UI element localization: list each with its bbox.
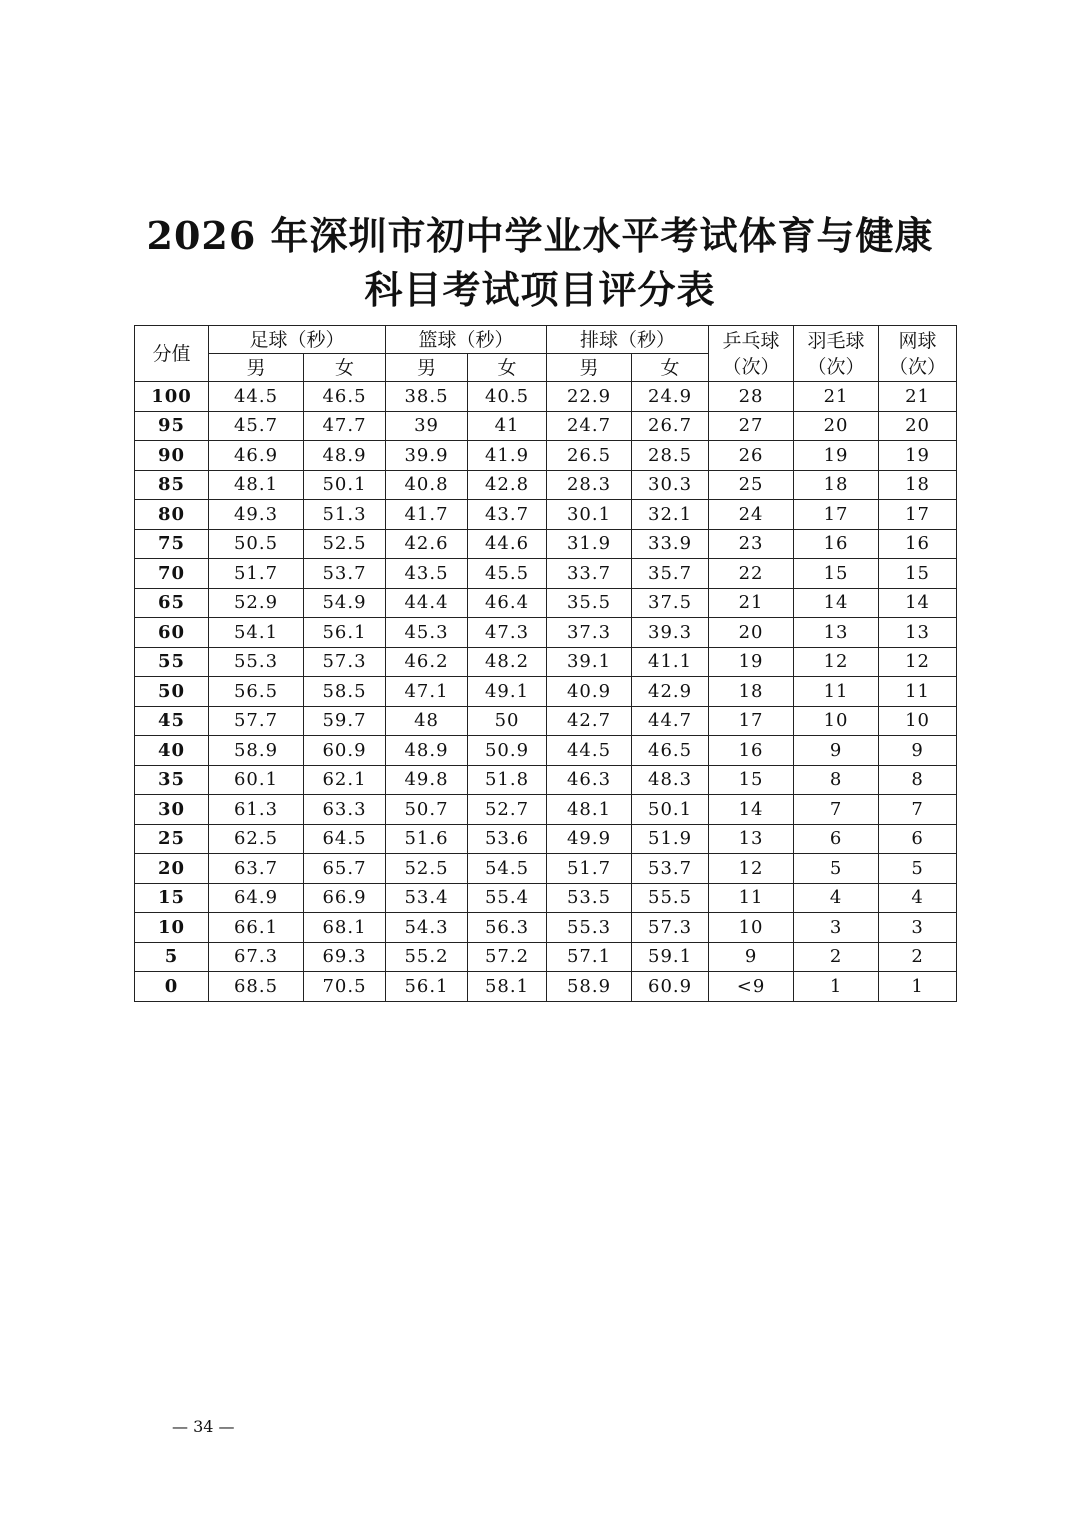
cell-tennis: 5	[879, 854, 957, 884]
cell-basketball-male: 44.4	[386, 588, 468, 618]
cell-volleyball-male: 42.7	[547, 706, 632, 736]
cell-table-tennis: 11	[709, 883, 794, 913]
cell-badminton: 2	[794, 942, 879, 972]
cell-football-female: 54.9	[304, 588, 386, 618]
cell-score: 30	[135, 795, 209, 825]
cell-table-tennis: 18	[709, 677, 794, 707]
cell-football-male: 54.1	[209, 618, 304, 648]
cell-badminton: 21	[794, 382, 879, 412]
cell-basketball-female: 48.2	[468, 647, 547, 677]
cell-basketball-female: 41.9	[468, 441, 547, 471]
cell-basketball-male: 43.5	[386, 559, 468, 589]
cell-basketball-female: 56.3	[468, 913, 547, 943]
cell-basketball-female: 54.5	[468, 854, 547, 884]
cell-tennis: 15	[879, 559, 957, 589]
header-basketball: 篮球（秒）	[386, 326, 547, 354]
cell-basketball-male: 50.7	[386, 795, 468, 825]
header-badminton-name: 羽毛球	[807, 329, 865, 352]
cell-football-male: 63.7	[209, 854, 304, 884]
cell-basketball-male: 42.6	[386, 529, 468, 559]
cell-football-male: 50.5	[209, 529, 304, 559]
cell-basketball-female: 52.7	[468, 795, 547, 825]
cell-basketball-male: 49.8	[386, 765, 468, 795]
cell-badminton: 16	[794, 529, 879, 559]
cell-basketball-male: 47.1	[386, 677, 468, 707]
cell-basketball-male: 48.9	[386, 736, 468, 766]
cell-badminton: 14	[794, 588, 879, 618]
cell-tennis: 1	[879, 972, 957, 1002]
table-row	[135, 647, 957, 677]
table-row	[135, 500, 957, 530]
cell-score: 15	[135, 883, 209, 913]
cell-volleyball-male: 26.5	[547, 441, 632, 471]
header-football-male: 男	[209, 354, 304, 382]
cell-table-tennis: 16	[709, 736, 794, 766]
table-row	[135, 824, 957, 854]
cell-volleyball-male: 44.5	[547, 736, 632, 766]
cell-tennis: 7	[879, 795, 957, 825]
cell-tennis: 16	[879, 529, 957, 559]
cell-table-tennis: 28	[709, 382, 794, 412]
cell-table-tennis: 20	[709, 618, 794, 648]
cell-volleyball-male: 24.7	[547, 411, 632, 441]
cell-volleyball-female: 41.1	[632, 647, 709, 677]
cell-table-tennis: 13	[709, 824, 794, 854]
cell-football-male: 52.9	[209, 588, 304, 618]
header-table-tennis-unit: （次）	[722, 355, 780, 378]
cell-volleyball-male: 30.1	[547, 500, 632, 530]
cell-score: 70	[135, 559, 209, 589]
cell-basketball-female: 58.1	[468, 972, 547, 1002]
cell-volleyball-female: 57.3	[632, 913, 709, 943]
cell-table-tennis: 14	[709, 795, 794, 825]
cell-badminton: 13	[794, 618, 879, 648]
cell-football-male: 68.5	[209, 972, 304, 1002]
header-score: 分值	[135, 326, 209, 382]
cell-score: 5	[135, 942, 209, 972]
cell-tennis: 13	[879, 618, 957, 648]
cell-table-tennis: 10	[709, 913, 794, 943]
header-tennis-name: 网球	[898, 329, 937, 352]
cell-badminton: 11	[794, 677, 879, 707]
cell-table-tennis: 21	[709, 588, 794, 618]
cell-volleyball-female: 44.7	[632, 706, 709, 736]
table-row	[135, 382, 957, 412]
cell-score: 80	[135, 500, 209, 530]
cell-football-female: 51.3	[304, 500, 386, 530]
cell-football-male: 49.3	[209, 500, 304, 530]
cell-football-male: 67.3	[209, 942, 304, 972]
cell-volleyball-female: 42.9	[632, 677, 709, 707]
cell-volleyball-male: 40.9	[547, 677, 632, 707]
cell-basketball-male: 39	[386, 411, 468, 441]
cell-badminton: 15	[794, 559, 879, 589]
cell-football-female: 59.7	[304, 706, 386, 736]
cell-score: 95	[135, 411, 209, 441]
cell-score: 85	[135, 470, 209, 500]
cell-basketball-female: 47.3	[468, 618, 547, 648]
cell-football-female: 50.1	[304, 470, 386, 500]
cell-score: 65	[135, 588, 209, 618]
cell-football-female: 58.5	[304, 677, 386, 707]
cell-football-female: 53.7	[304, 559, 386, 589]
cell-volleyball-female: 30.3	[632, 470, 709, 500]
cell-volleyball-female: 60.9	[632, 972, 709, 1002]
cell-basketball-female: 41	[468, 411, 547, 441]
cell-football-female: 60.9	[304, 736, 386, 766]
cell-basketball-male: 45.3	[386, 618, 468, 648]
cell-volleyball-male: 39.1	[547, 647, 632, 677]
cell-tennis: 2	[879, 942, 957, 972]
cell-badminton: 7	[794, 795, 879, 825]
cell-badminton: 5	[794, 854, 879, 884]
cell-score: 35	[135, 765, 209, 795]
cell-table-tennis: 23	[709, 529, 794, 559]
header-football-female: 女	[304, 354, 386, 382]
cell-volleyball-female: 48.3	[632, 765, 709, 795]
cell-basketball-female: 50	[468, 706, 547, 736]
cell-volleyball-female: 32.1	[632, 500, 709, 530]
cell-volleyball-male: 31.9	[547, 529, 632, 559]
cell-tennis: 8	[879, 765, 957, 795]
cell-basketball-male: 53.4	[386, 883, 468, 913]
cell-volleyball-female: 37.5	[632, 588, 709, 618]
cell-badminton: 19	[794, 441, 879, 471]
cell-badminton: 1	[794, 972, 879, 1002]
header-table-tennis	[709, 326, 794, 382]
cell-table-tennis: <9	[709, 972, 794, 1002]
table-row	[135, 854, 957, 884]
cell-badminton: 17	[794, 500, 879, 530]
cell-score: 100	[135, 382, 209, 412]
header-tennis-unit: （次）	[889, 355, 947, 378]
cell-table-tennis: 15	[709, 765, 794, 795]
cell-football-male: 57.7	[209, 706, 304, 736]
cell-badminton: 18	[794, 470, 879, 500]
cell-score: 0	[135, 972, 209, 1002]
cell-football-female: 57.3	[304, 647, 386, 677]
cell-football-female: 48.9	[304, 441, 386, 471]
page-title-line-1: 2026 年深圳市初中学业水平考试体育与健康	[146, 213, 934, 258]
cell-tennis: 19	[879, 441, 957, 471]
cell-football-male: 44.5	[209, 382, 304, 412]
cell-basketball-female: 44.6	[468, 529, 547, 559]
table-row	[135, 706, 957, 736]
cell-volleyball-female: 55.5	[632, 883, 709, 913]
table-row	[135, 588, 957, 618]
cell-basketball-female: 51.8	[468, 765, 547, 795]
table-row	[135, 913, 957, 943]
table-row	[135, 942, 957, 972]
cell-football-female: 47.7	[304, 411, 386, 441]
cell-score: 50	[135, 677, 209, 707]
cell-volleyball-female: 39.3	[632, 618, 709, 648]
cell-football-male: 61.3	[209, 795, 304, 825]
cell-table-tennis: 22	[709, 559, 794, 589]
cell-football-female: 52.5	[304, 529, 386, 559]
cell-badminton: 3	[794, 913, 879, 943]
header-football: 足球（秒）	[209, 326, 386, 354]
cell-basketball-female: 46.4	[468, 588, 547, 618]
header-table-tennis-name: 乒乓球	[722, 329, 780, 352]
table-row	[135, 559, 957, 589]
cell-tennis: 11	[879, 677, 957, 707]
cell-score: 10	[135, 913, 209, 943]
header-volleyball-male: 男	[547, 354, 632, 382]
cell-volleyball-female: 26.7	[632, 411, 709, 441]
table-row	[135, 677, 957, 707]
cell-basketball-female: 45.5	[468, 559, 547, 589]
cell-volleyball-male: 55.3	[547, 913, 632, 943]
cell-table-tennis: 19	[709, 647, 794, 677]
cell-volleyball-male: 58.9	[547, 972, 632, 1002]
cell-table-tennis: 27	[709, 411, 794, 441]
cell-basketball-male: 40.8	[386, 470, 468, 500]
scoring-table	[134, 325, 957, 1002]
header-tennis	[879, 326, 957, 382]
cell-football-female: 65.7	[304, 854, 386, 884]
cell-basketball-male: 48	[386, 706, 468, 736]
cell-basketball-female: 53.6	[468, 824, 547, 854]
cell-basketball-female: 50.9	[468, 736, 547, 766]
cell-badminton: 4	[794, 883, 879, 913]
cell-football-male: 56.5	[209, 677, 304, 707]
header-badminton-unit: （次）	[807, 355, 865, 378]
cell-basketball-female: 40.5	[468, 382, 547, 412]
cell-basketball-male: 46.2	[386, 647, 468, 677]
cell-football-male: 62.5	[209, 824, 304, 854]
cell-football-male: 48.1	[209, 470, 304, 500]
cell-score: 25	[135, 824, 209, 854]
cell-volleyball-male: 53.5	[547, 883, 632, 913]
cell-volleyball-female: 24.9	[632, 382, 709, 412]
cell-football-female: 70.5	[304, 972, 386, 1002]
cell-volleyball-female: 50.1	[632, 795, 709, 825]
cell-basketball-female: 57.2	[468, 942, 547, 972]
cell-football-female: 69.3	[304, 942, 386, 972]
cell-tennis: 9	[879, 736, 957, 766]
cell-volleyball-male: 33.7	[547, 559, 632, 589]
cell-score: 20	[135, 854, 209, 884]
cell-volleyball-male: 22.9	[547, 382, 632, 412]
cell-football-female: 66.9	[304, 883, 386, 913]
cell-badminton: 10	[794, 706, 879, 736]
cell-football-male: 58.9	[209, 736, 304, 766]
table-body	[135, 382, 957, 1002]
cell-tennis: 17	[879, 500, 957, 530]
cell-basketball-male: 54.3	[386, 913, 468, 943]
cell-basketball-male: 52.5	[386, 854, 468, 884]
cell-football-male: 45.7	[209, 411, 304, 441]
header-volleyball-female: 女	[632, 354, 709, 382]
cell-score: 55	[135, 647, 209, 677]
cell-volleyball-male: 28.3	[547, 470, 632, 500]
cell-volleyball-male: 46.3	[547, 765, 632, 795]
cell-score: 90	[135, 441, 209, 471]
cell-badminton: 9	[794, 736, 879, 766]
table-row	[135, 529, 957, 559]
cell-football-female: 64.5	[304, 824, 386, 854]
cell-tennis: 4	[879, 883, 957, 913]
cell-volleyball-female: 59.1	[632, 942, 709, 972]
cell-table-tennis: 9	[709, 942, 794, 972]
cell-badminton: 6	[794, 824, 879, 854]
table-row	[135, 765, 957, 795]
table-row	[135, 411, 957, 441]
cell-score: 45	[135, 706, 209, 736]
cell-basketball-female: 55.4	[468, 883, 547, 913]
cell-volleyball-male: 49.9	[547, 824, 632, 854]
header-basketball-male: 男	[386, 354, 468, 382]
cell-basketball-male: 39.9	[386, 441, 468, 471]
cell-basketball-female: 42.8	[468, 470, 547, 500]
cell-table-tennis: 25	[709, 470, 794, 500]
cell-tennis: 20	[879, 411, 957, 441]
cell-football-male: 55.3	[209, 647, 304, 677]
cell-football-female: 68.1	[304, 913, 386, 943]
table-row	[135, 441, 957, 471]
table-header	[135, 326, 957, 382]
header-basketball-female: 女	[468, 354, 547, 382]
page-number: — 34 —	[172, 1417, 235, 1436]
table-row	[135, 795, 957, 825]
cell-table-tennis: 26	[709, 441, 794, 471]
cell-volleyball-female: 35.7	[632, 559, 709, 589]
table-row	[135, 736, 957, 766]
header-volleyball: 排球（秒）	[547, 326, 709, 354]
cell-volleyball-male: 35.5	[547, 588, 632, 618]
cell-badminton: 8	[794, 765, 879, 795]
cell-basketball-male: 41.7	[386, 500, 468, 530]
cell-football-male: 64.9	[209, 883, 304, 913]
cell-basketball-female: 43.7	[468, 500, 547, 530]
cell-badminton: 20	[794, 411, 879, 441]
header-badminton	[794, 326, 879, 382]
cell-volleyball-female: 53.7	[632, 854, 709, 884]
table-row	[135, 618, 957, 648]
cell-table-tennis: 17	[709, 706, 794, 736]
cell-score: 60	[135, 618, 209, 648]
cell-volleyball-male: 37.3	[547, 618, 632, 648]
cell-basketball-male: 51.6	[386, 824, 468, 854]
cell-tennis: 10	[879, 706, 957, 736]
cell-volleyball-male: 57.1	[547, 942, 632, 972]
cell-tennis: 12	[879, 647, 957, 677]
cell-volleyball-female: 51.9	[632, 824, 709, 854]
cell-football-male: 51.7	[209, 559, 304, 589]
cell-score: 75	[135, 529, 209, 559]
cell-football-female: 46.5	[304, 382, 386, 412]
cell-tennis: 18	[879, 470, 957, 500]
cell-basketball-female: 49.1	[468, 677, 547, 707]
cell-tennis: 3	[879, 913, 957, 943]
cell-volleyball-female: 33.9	[632, 529, 709, 559]
cell-volleyball-female: 28.5	[632, 441, 709, 471]
cell-football-male: 66.1	[209, 913, 304, 943]
table-row	[135, 470, 957, 500]
cell-football-female: 56.1	[304, 618, 386, 648]
cell-tennis: 14	[879, 588, 957, 618]
table-row	[135, 883, 957, 913]
cell-volleyball-male: 51.7	[547, 854, 632, 884]
cell-volleyball-male: 48.1	[547, 795, 632, 825]
cell-basketball-male: 55.2	[386, 942, 468, 972]
cell-table-tennis: 12	[709, 854, 794, 884]
cell-football-male: 60.1	[209, 765, 304, 795]
table-row	[135, 972, 957, 1002]
cell-football-male: 46.9	[209, 441, 304, 471]
cell-tennis: 6	[879, 824, 957, 854]
cell-volleyball-female: 46.5	[632, 736, 709, 766]
page-title-line-2: 科目考试项目评分表	[364, 267, 716, 312]
cell-table-tennis: 24	[709, 500, 794, 530]
cell-basketball-male: 38.5	[386, 382, 468, 412]
cell-badminton: 12	[794, 647, 879, 677]
cell-basketball-male: 56.1	[386, 972, 468, 1002]
cell-football-female: 63.3	[304, 795, 386, 825]
cell-tennis: 21	[879, 382, 957, 412]
cell-football-female: 62.1	[304, 765, 386, 795]
cell-score: 40	[135, 736, 209, 766]
